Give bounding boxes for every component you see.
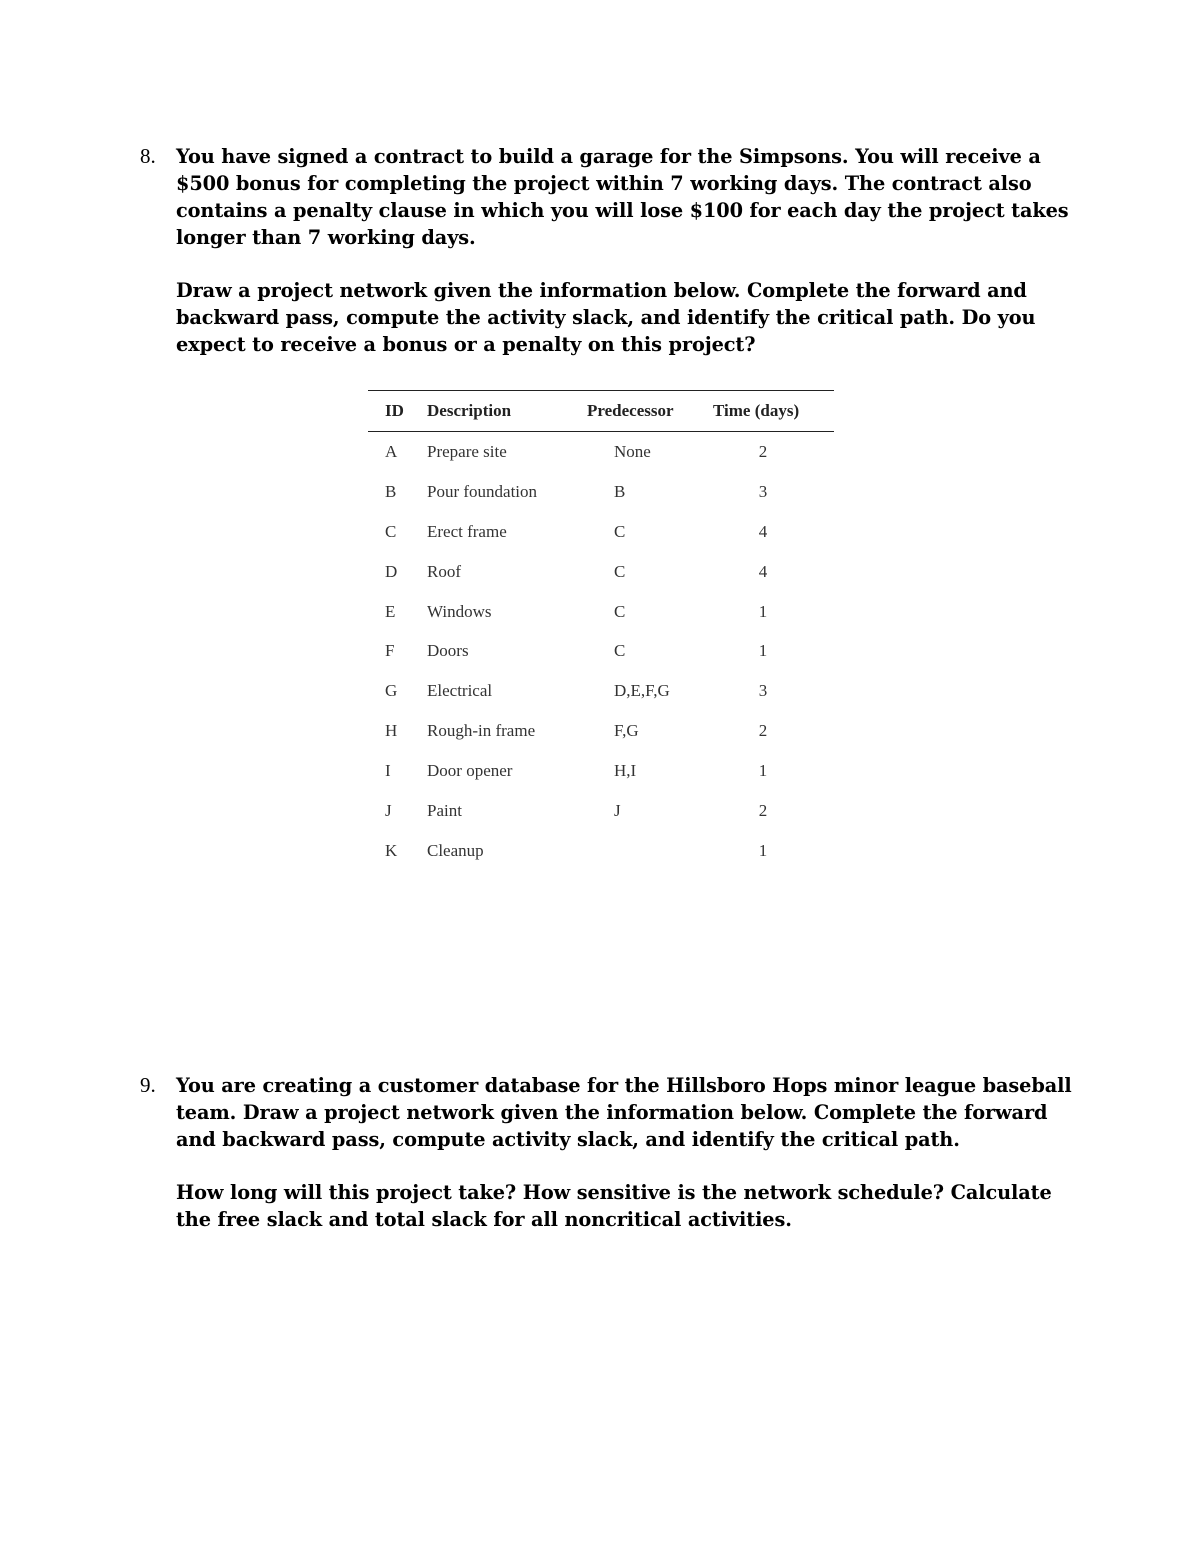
cell-predecessor: C: [614, 561, 626, 581]
cell-predecessor: J: [614, 800, 621, 820]
cell-predecessor: C: [614, 641, 626, 661]
header-id: ID: [368, 391, 427, 432]
header-description: Description: [427, 391, 587, 432]
question-9-paragraph-1: You are creating a customer database for the Hillsboro Hops minor league baseball team. Draw a project network given the information below. Complete the forward and backward pass, compute activity slack, and identify the critical path.: [176, 1074, 1072, 1151]
question-9-body: [176, 1072, 1076, 1233]
question-9-paragraph-2: How long will this project take? How sensitive is the network schedule? Calculate the free slack and total slack for all noncritical activities.: [176, 1181, 1052, 1231]
cell-time: 4: [758, 521, 768, 541]
header-predecessor: Predecessor: [587, 391, 713, 432]
header-time: Time (days): [713, 391, 834, 432]
cell-id: D: [385, 561, 398, 581]
cell-description: Roof: [427, 561, 461, 581]
question-8-number: 8.: [140, 144, 156, 168]
table-row: [368, 791, 834, 831]
cell-id: A: [385, 441, 398, 461]
cell-id: F: [385, 641, 395, 661]
table-row: [368, 831, 834, 871]
cell-predecessor: [587, 831, 713, 871]
question-8-body: [176, 143, 1076, 358]
question-8-paragraph-1: You have signed a contract to build a garage for the Simpsons. You will receive a $500 bonus for completing the project within 7 working days. The contract also contains a penalty clause in which you will lose $100 for each day the project takes longer than 7 working days.: [176, 145, 1069, 249]
cell-description: Electrical: [427, 681, 493, 701]
cell-id: E: [385, 601, 396, 621]
cell-description: Erect frame: [427, 521, 507, 541]
table-row: [368, 671, 834, 711]
table-row: [368, 751, 834, 791]
cell-description: Cleanup: [427, 840, 484, 860]
question-9-number: 9.: [140, 1073, 156, 1097]
table-row: [368, 512, 834, 552]
cell-time: 1: [758, 761, 768, 781]
cell-predecessor: None: [614, 441, 651, 461]
cell-id: C: [385, 521, 397, 541]
cell-description: Doors: [427, 641, 469, 661]
cell-time: 2: [758, 441, 768, 461]
cell-description: Pour foundation: [427, 481, 538, 501]
cell-time: 3: [758, 481, 768, 501]
cell-time: 2: [758, 721, 768, 741]
cell-predecessor: D,E,F,G: [614, 681, 670, 701]
cell-id: H: [385, 721, 398, 741]
cell-predecessor: C: [614, 521, 626, 541]
cell-time: 3: [758, 681, 768, 701]
cell-predecessor: F,G: [614, 721, 639, 741]
cell-time: 1: [758, 641, 768, 661]
cell-id: B: [385, 481, 397, 501]
cell-description: Rough-in frame: [427, 721, 536, 741]
cell-id: J: [385, 800, 392, 820]
cell-description: Prepare site: [427, 441, 507, 461]
table-row: [368, 432, 834, 472]
table-row: [368, 631, 834, 671]
cell-id: K: [385, 840, 398, 860]
cell-predecessor: H,I: [614, 761, 637, 781]
table-row: [368, 552, 834, 592]
table-row: [368, 592, 834, 632]
cell-time: 4: [758, 561, 768, 581]
cell-description: Door opener: [427, 761, 513, 781]
table-row: [368, 711, 834, 751]
table-header-row: [368, 391, 834, 432]
cell-id: I: [385, 761, 391, 781]
table-row: [368, 472, 834, 512]
cell-description: Windows: [427, 601, 492, 621]
cell-predecessor: C: [614, 601, 626, 621]
cell-time: 2: [758, 800, 768, 820]
activity-table: [368, 390, 834, 871]
cell-time: 1: [758, 840, 768, 860]
cell-time: 1: [758, 601, 768, 621]
cell-predecessor: B: [614, 481, 626, 501]
question-8-paragraph-2: Draw a project network given the information below. Complete the forward and backward pass, compute the activity slack, and identify the critical path. Do you expect to receive a bonus or a penalty on this project?: [176, 279, 1036, 356]
cell-id: G: [385, 681, 398, 701]
cell-description: Paint: [427, 800, 462, 820]
